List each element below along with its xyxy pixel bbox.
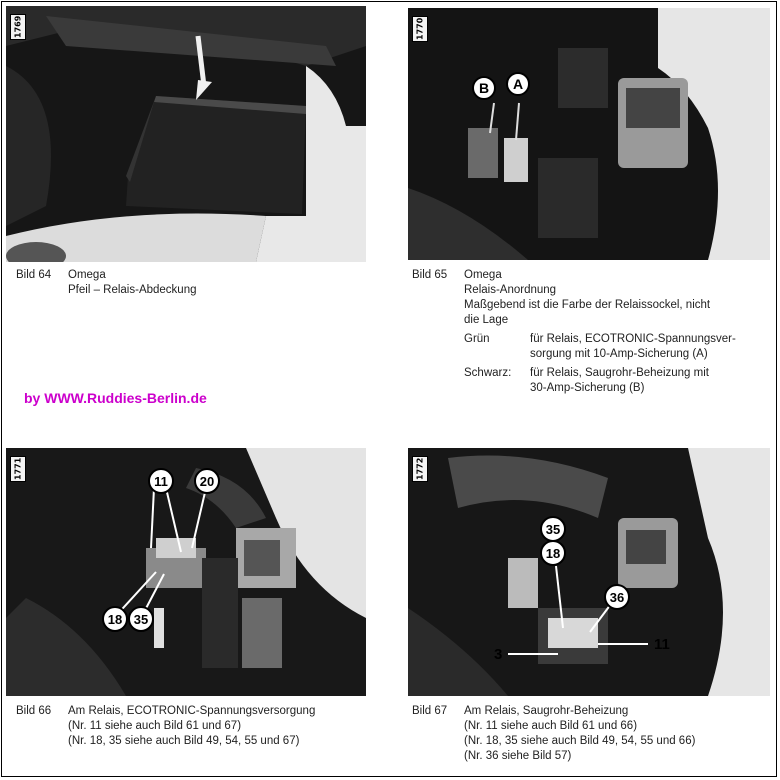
label-11: 11 (654, 636, 670, 653)
photo-bild-67-image (408, 448, 770, 696)
figure-number: Bild 64 (16, 269, 52, 281)
label-18: 18 (102, 606, 128, 632)
photo-bild-65 (408, 8, 770, 260)
caption-line: Pfeil – Relais-Abdeckung (68, 284, 197, 296)
caption-line: Omega (68, 269, 106, 281)
label-20: 20 (194, 468, 220, 494)
caption-line: Omega (464, 269, 502, 281)
legend-value: 30-Amp-Sicherung (B) (530, 382, 645, 394)
caption-line: (Nr. 11 siehe auch Bild 61 und 66) (464, 720, 638, 732)
photo-bild-64-image (6, 6, 366, 262)
caption-line: die Lage (464, 314, 509, 326)
legend-value: für Relais, Saugrohr-Beheizung mit (530, 367, 709, 379)
caption-line: (Nr. 36 siehe Bild 57) (464, 750, 572, 762)
caption-bild-64 (16, 268, 366, 308)
legend-row-gruen-cont (464, 347, 710, 362)
caption-line: Relais-Anordnung (464, 284, 557, 296)
photo-bild-64 (6, 6, 366, 262)
legend-row-schwarz (464, 366, 710, 381)
legend-key: Grün (464, 333, 490, 345)
photo-bild-65-image (408, 8, 770, 260)
label-36: 36 (604, 584, 630, 610)
photo-bild-66-image (6, 448, 366, 696)
caption-bild-67 (412, 704, 774, 770)
label-35: 35 (128, 606, 154, 632)
caption-line: Maßgebend ist die Farbe der Relaissockel, nicht (464, 299, 711, 311)
caption-line: (Nr. 18, 35 siehe auch Bild 49, 54, 55 und 67) (68, 735, 300, 747)
legend-key: Schwarz: (464, 367, 512, 379)
legend-value: sorgung mit 10-Amp-Sicherung (A) (530, 348, 708, 360)
figure-number: Bild 66 (16, 705, 52, 717)
label-18: 18 (540, 540, 566, 566)
label-3: 3 (494, 646, 503, 663)
label-35: 35 (540, 516, 566, 542)
caption-line: (Nr. 18, 35 siehe auch Bild 49, 54, 55 und 66) (464, 735, 696, 747)
figure-number: Bild 65 (412, 269, 448, 281)
photo-bild-66 (6, 448, 366, 696)
figure-number: Bild 67 (412, 705, 448, 717)
photo-bild-67 (408, 448, 770, 696)
caption-bild-65 (412, 268, 774, 408)
legend-row-schwarz-cont (464, 381, 710, 396)
legend-value: für Relais, ECOTRONIC-Spannungsver- (530, 333, 736, 345)
caption-bild-66 (16, 704, 376, 764)
label-b: B (472, 76, 496, 100)
label-11: 11 (148, 468, 174, 494)
caption-line: Am Relais, Saugrohr-Beheizung (464, 705, 629, 717)
legend-row-gruen (464, 332, 736, 347)
watermark-link[interactable]: by WWW.Ruddies-Berlin.de (24, 390, 207, 406)
photo-id: 1769 (10, 14, 26, 40)
caption-line: Am Relais, ECOTRONIC-Spannungsversorgung (68, 705, 316, 717)
photo-id: 1770 (412, 16, 428, 42)
label-a: A (506, 72, 530, 96)
photo-id: 1772 (412, 456, 428, 482)
caption-line: (Nr. 11 siehe auch Bild 61 und 67) (68, 720, 242, 732)
photo-id: 1771 (10, 456, 26, 482)
